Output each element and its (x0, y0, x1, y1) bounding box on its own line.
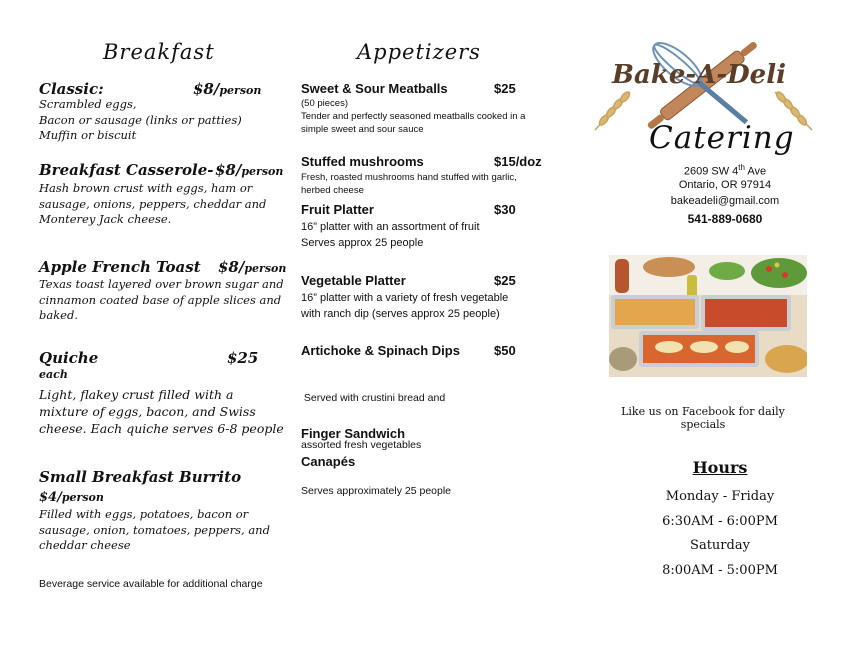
meatballs-price: $25 (494, 81, 516, 96)
hours-heading: Hours (692, 458, 748, 477)
meatballs-name: Sweet & Sour Meatballs (301, 81, 448, 96)
french-toast-price: $8/person (218, 258, 287, 276)
french-toast-description: Texas toast layered over brown sugar and cinnamon coated base of apple slices and baked. (39, 277, 284, 322)
vegetable-platter-name: Vegetable Platter (301, 273, 406, 288)
mushrooms-price: $15/doz (494, 154, 542, 169)
email[interactable]: bakeadeli@gmail.com (670, 195, 780, 207)
fruit-platter-price: $30 (494, 202, 516, 217)
classic-name: Classic: (39, 80, 104, 98)
hours-line: Monday - Friday (665, 489, 775, 504)
quiche-name: Quiche (39, 349, 99, 367)
catering-food-photo (609, 255, 807, 377)
classic-description: Scrambled eggs, Bacon or sausage (links or patties) Muffin or biscuit (39, 97, 242, 142)
finger-sandwich-name: Finger Sandwich (301, 426, 406, 441)
fruit-platter-description: 16” platter with an assortment of fruit Serves approx 25 people (301, 221, 480, 249)
vegetable-platter-price: $25 (494, 273, 516, 288)
french-toast-name: Apple French Toast (39, 258, 201, 276)
quiche-price: $25 (227, 349, 259, 367)
appetizers-heading: Appetizers (357, 40, 481, 64)
quiche-description: Light, flakey crust filled with a mixture of eggs, bacon, and Swiss cheese. Each quiche serves 6-8 people (39, 387, 284, 436)
mushrooms-name: Stuffed mushrooms (301, 154, 424, 169)
artichoke-dip-price: $50 (494, 343, 516, 358)
fruit-platter-name: Fruit Platter (301, 202, 374, 217)
artichoke-dip-description: Served with crustini bread and assorted fresh vegetables Serves approximately 25 people (301, 392, 452, 497)
hours-line: Saturday (690, 538, 750, 553)
burrito-description: Filled with eggs, potatoes, bacon or sausage, onion, tomatoes, peppers, and cheddar cheese (39, 507, 270, 552)
hours-line: 8:00AM - 5:00PM (662, 562, 778, 578)
casserole-name: Breakfast Casserole- (39, 161, 214, 179)
burrito-name: Small Breakfast Burrito (39, 468, 242, 486)
hours-line: 6:30AM - 6:00PM (662, 513, 778, 529)
city-address: Ontario, OR 97914 (678, 179, 772, 191)
hours-list (620, 485, 820, 583)
artichoke-dip-name: Artichoke & Spinach Dips (301, 343, 460, 358)
meatballs-description: (50 pieces) Tender and perfectly seasoned meatballs cooked in a simple sweet and sour sauce (301, 98, 526, 135)
logo-text: Bake-A-Deli (612, 60, 786, 90)
burrito-price: $4/person (39, 490, 104, 505)
casserole-description: Hash brown crust with eggs, ham or sausage, onions, peppers, cheddar and Monterey Jack cheese. (39, 181, 267, 226)
mushrooms-description: Fresh, roasted mushrooms hand stuffed with garlic, herbed cheese (301, 172, 517, 196)
quiche-unit: each (39, 368, 68, 381)
street-address: 2609 SW 4th Ave (683, 163, 767, 178)
canapes-name: Canapés (301, 454, 356, 469)
breakfast-heading: Breakfast (103, 40, 215, 64)
casserole-price: $8/person (215, 161, 284, 179)
catering-title: Catering (649, 120, 795, 156)
vegetable-platter-description: 16” platter with a variety of fresh vegetable with ranch dip (serves approx 25 people) (301, 292, 509, 320)
classic-price: $8/person (193, 80, 262, 98)
phone[interactable]: 541-889-0680 (687, 212, 763, 226)
beverage-note: Beverage service available for additional charge (39, 578, 263, 590)
facebook-note: Like us on Facebook for daily specials (621, 405, 785, 431)
